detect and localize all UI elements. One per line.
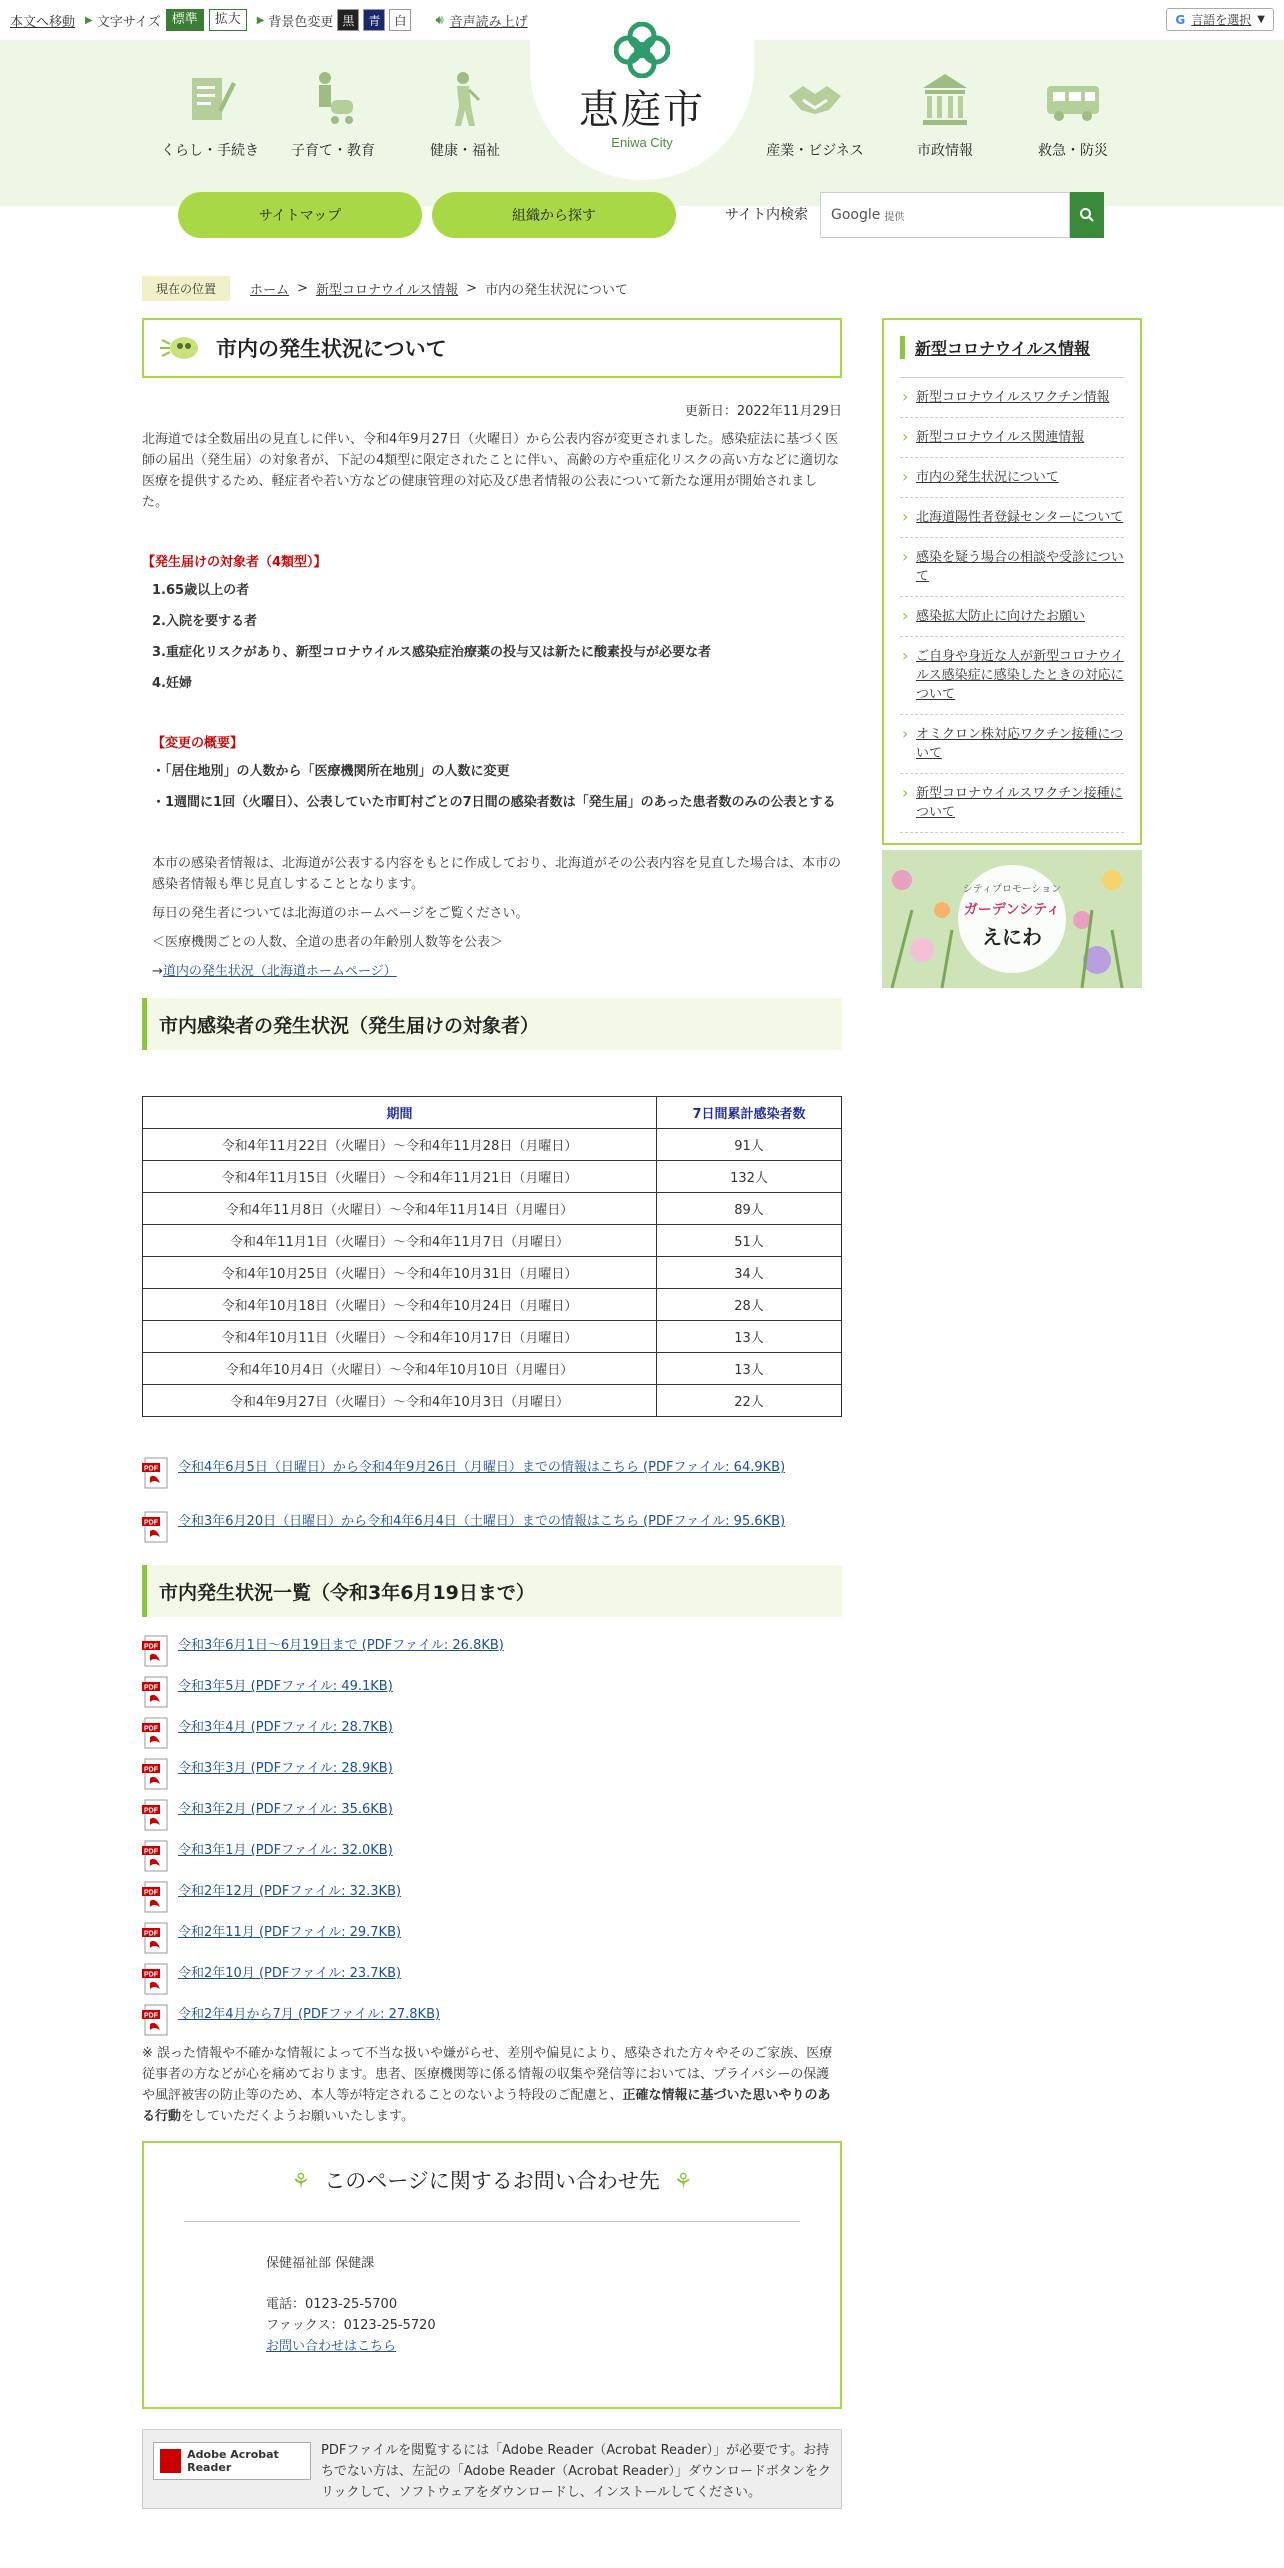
voice-reader-link[interactable]: 音声読み上げ	[449, 14, 528, 30]
info-text: 毎日の発生者については北海道のホームページをご覧ください。	[152, 906, 529, 921]
pdf-icon	[142, 1922, 170, 1954]
count-cell: 132人	[657, 1161, 842, 1193]
nav-item-city-info[interactable]	[880, 70, 1010, 160]
handshake-icon	[785, 70, 845, 130]
pdf-link[interactable]: 令和3年1月 (PDFファイル: 32.0KB)	[178, 1843, 393, 1858]
pdf-link-item	[142, 1511, 842, 1543]
pdf-link[interactable]: 令和3年6月20日（日曜日）から令和4年6月4日（土曜日）までの情報はこちら (PDFファイル: 95.6KB)	[178, 1514, 786, 1529]
hokkaido-link[interactable]: 道内の発生状況（北海道ホームページ）	[162, 964, 397, 979]
target-item: 4.妊婦	[152, 676, 192, 691]
pdf-icon	[142, 1676, 170, 1708]
language-select-label: 言語を選択	[1191, 13, 1252, 27]
org-search-button[interactable]: 組織から探す	[432, 192, 676, 238]
svg-text:PDF: PDF	[144, 1930, 158, 1938]
pdf-link-item	[142, 1963, 842, 1995]
sidebar-item-link[interactable]: 市内の発生状況について	[916, 470, 1059, 485]
svg-text:PDF: PDF	[144, 1848, 158, 1856]
nav-label: 市政情報	[917, 143, 973, 159]
triangle-icon: ▶	[85, 14, 93, 26]
triangle-icon: ▶	[256, 14, 265, 26]
bg-white-button[interactable]: 白	[389, 9, 411, 31]
page-title	[142, 318, 842, 378]
table-row	[143, 1225, 842, 1257]
city-hall-icon	[915, 70, 975, 130]
sidebar-item[interactable]	[900, 458, 1124, 498]
pdf-icon	[142, 1457, 170, 1489]
banner-text	[882, 880, 1142, 950]
nav-item-emergency[interactable]	[1008, 70, 1138, 160]
target-item: 3.重症化リスクがあり、新型コロナウイルス感染症治療薬の投与又は新たに酸素投与が必要な者	[152, 645, 711, 660]
main-content	[142, 318, 842, 2509]
sidebar-item[interactable]	[900, 498, 1124, 538]
ambulance-icon	[1043, 70, 1103, 130]
chevron-down-icon: ▼	[1257, 14, 1265, 25]
target-item: 1.65歳以上の者	[152, 583, 250, 598]
pdf-link-item	[142, 1881, 842, 1913]
breadcrumb-current-label: 現在の位置	[142, 276, 230, 301]
count-cell: 91人	[657, 1129, 842, 1161]
change-item: ・「居住地別」の人数から「医療機関所在地別」の人数に変更	[152, 764, 510, 779]
period-cell: 令和4年11月1日（火曜日）～令和4年11月7日（月曜日）	[143, 1225, 657, 1257]
city-emblem-icon	[614, 22, 670, 78]
page-title-text: 市内の発生状況について	[216, 337, 447, 361]
info-text: 本市の感染者情報は、北海道が公表する内容をもとに作成しており、北海道がその公表内容を見直した場合は、本市の感染者情報も準じ見直しすることとなります。	[152, 856, 842, 892]
nav-label: くらし・手続き	[161, 143, 259, 159]
banner-sub: えにわ	[982, 925, 1042, 949]
logo-subtitle: Eniwa City	[611, 135, 673, 150]
breadcrumb-home[interactable]: ホーム	[250, 283, 290, 298]
contact-tel: 電話：0123-25-5700	[266, 2297, 398, 2312]
site-header	[0, 40, 1284, 224]
svg-text:PDF: PDF	[144, 1725, 158, 1733]
pdf-icon	[142, 1799, 170, 1831]
table-row	[143, 1353, 842, 1385]
bg-color-label: 背景色変更	[268, 14, 334, 30]
sidebar-item-link[interactable]: 新型コロナウイルス関連情報	[916, 430, 1085, 445]
pdf-link[interactable]: 令和3年2月 (PDFファイル: 35.6KB)	[178, 1802, 393, 1817]
nav-item-health[interactable]	[400, 70, 530, 160]
infection-table	[142, 1096, 842, 1417]
table-row	[143, 1193, 842, 1225]
bg-black-button[interactable]: 黒	[337, 9, 359, 31]
count-cell: 51人	[657, 1225, 842, 1257]
site-search-label: サイト内検索	[725, 207, 809, 223]
pdf-icon	[142, 1840, 170, 1872]
section-heading: 市内発生状況一覧（令和3年6月19日まで）	[142, 1565, 842, 1617]
note-emphasis: 正確な情報に基づいた思いやりのある行動	[142, 2088, 831, 2124]
count-cell: 13人	[657, 1321, 842, 1353]
pdf-link-item	[142, 1922, 842, 1954]
period-cell: 令和4年10月4日（火曜日）～令和4年10月10日（月曜日）	[143, 1353, 657, 1385]
sidebar-item-link[interactable]: 新型コロナウイルスワクチン情報	[916, 390, 1110, 405]
table-row	[143, 1289, 842, 1321]
svg-text:PDF: PDF	[144, 1684, 158, 1692]
contact-link[interactable]: お問い合わせはこちら	[266, 2339, 397, 2354]
voice-reader[interactable]	[435, 11, 527, 30]
sidebar-title-link[interactable]: 新型コロナウイルス情報	[915, 339, 1091, 358]
svg-text:PDF: PDF	[144, 1807, 158, 1815]
sidebar-item-link[interactable]: 新型コロナウイルスワクチン接種について	[916, 786, 1123, 820]
font-size-label: 文字サイズ	[96, 14, 161, 30]
pdf-link[interactable]: 令和3年6月1日～6月19日まで (PDFファイル: 26.8KB)	[178, 1638, 504, 1653]
table-row	[143, 1129, 842, 1161]
contact-title	[144, 2165, 840, 2195]
pdf-icon	[142, 1511, 170, 1543]
logo-title: 恵庭市	[579, 87, 705, 133]
walking-person-icon	[435, 70, 495, 130]
target-heading: 【発生届けの対象者（4類型）】	[142, 555, 327, 570]
period-cell: 令和4年9月27日（火曜日）～令和4年10月3日（月曜日）	[143, 1385, 657, 1417]
period-cell: 令和4年10月18日（火曜日）～令和4年10月24日（月曜日）	[143, 1289, 657, 1321]
change-heading: 【変更の概要】	[152, 736, 244, 751]
period-cell: 令和4年10月25日（火曜日）～令和4年10月31日（月曜日）	[143, 1257, 657, 1289]
divider	[184, 2221, 800, 2222]
search-icon	[1079, 207, 1095, 223]
sitemap-button[interactable]: サイトマップ	[178, 192, 422, 238]
table-row	[143, 1161, 842, 1193]
pdf-icon	[142, 1717, 170, 1749]
svg-text:PDF: PDF	[144, 2012, 158, 2020]
hokkaido-link-line	[142, 961, 842, 982]
sidebar-title	[900, 336, 1124, 359]
sidebar-item[interactable]	[900, 378, 1124, 418]
breadcrumb	[142, 276, 628, 301]
site-search-input[interactable]	[820, 192, 1070, 238]
arrow-text: →	[152, 964, 163, 979]
sidebar-item[interactable]	[900, 774, 1124, 833]
pdf-link-item	[142, 1635, 842, 1667]
period-cell: 令和4年11月8日（火曜日）～令和4年11月14日（月曜日）	[143, 1193, 657, 1225]
sprout-icon: ⚘	[291, 2169, 311, 2193]
sidebar-item[interactable]	[900, 715, 1124, 774]
pdf-icon	[142, 1635, 170, 1667]
pdf-icon	[142, 1758, 170, 1790]
sidebar	[882, 318, 1142, 845]
skip-to-content-link[interactable]: 本文へ移動	[10, 14, 76, 30]
nav-label: 救急・防災	[1038, 143, 1108, 159]
pdf-icon	[142, 1881, 170, 1913]
pdf-list-recent	[142, 1457, 842, 1543]
count-cell: 13人	[657, 1353, 842, 1385]
pdf-icon	[142, 2004, 170, 2036]
table-header: 期間	[143, 1097, 657, 1129]
breadcrumb-current: 市内の発生状況について	[485, 283, 628, 298]
nav-item-business[interactable]	[750, 70, 880, 160]
contact-dept: 保健福祉部 保健課	[266, 2256, 375, 2271]
section-heading: 市内感染者の発生状況（発生届けの対象者）	[142, 998, 842, 1050]
google-label: Google	[831, 207, 881, 223]
site-logo[interactable]	[530, 0, 754, 180]
adobe-text: PDFファイルを閲覧するには「Adobe Reader（Acrobat Reader）」が必要です。お持ちでない方は、左記の「Adobe Reader（Acrobat Reader）」ダウンロードボタンをクリックして、ソフトウェアをダウンロードし、インストールしてください。	[321, 2443, 831, 2500]
svg-text:PDF: PDF	[144, 1971, 158, 1979]
contact-body	[266, 2253, 436, 2357]
contact-title-text: このページに関するお問い合わせ先	[324, 2169, 660, 2193]
pdf-link-item	[142, 1840, 842, 1872]
adobe-reader-box	[142, 2429, 842, 2509]
sidebar-item[interactable]	[900, 637, 1124, 715]
banner-small: シティプロモーション	[962, 884, 1062, 895]
svg-text:PDF: PDF	[144, 1889, 158, 1897]
banner-title: ガーデンシティ	[963, 902, 1061, 918]
note-text: をしていただくようお願いいたします。	[181, 2109, 414, 2124]
bg-blue-button[interactable]: 青	[363, 9, 385, 31]
note-text: ※ 誤った情報や不確かな情報によって不当な扱いや嫌がらせ、差別や偏見により、感染された方々やそのご家族、医療従事者の方などが心を痛めております。患者、医療機関等に係る情報の収集や発信等においては、プライバシーの保護や風評被害の防止等のため、本人等が特定されることのないよう特段のご配慮と、	[142, 2046, 833, 2103]
nav-label: 産業・ビジネス	[766, 143, 864, 159]
nav-label: 健康・福祉	[430, 143, 500, 159]
period-cell: 令和4年11月22日（火曜日）～令和4年11月28日（月曜日）	[143, 1129, 657, 1161]
privacy-note	[142, 2043, 842, 2127]
period-cell: 令和4年10月11日（火曜日）～令和4年10月17日（月曜日）	[143, 1321, 657, 1353]
pdf-link-item	[142, 2004, 842, 2036]
pdf-link[interactable]: 令和4年6月5日（日曜日）から令和4年9月26日（月曜日）までの情報はこちら (PDFファイル: 64.9KB)	[178, 1460, 786, 1475]
pdf-link[interactable]: 令和3年4月 (PDFファイル: 28.7KB)	[178, 1720, 393, 1735]
sidebar-item-link[interactable]: 感染を疑う場合の相談や受診について	[916, 550, 1124, 584]
virus-icon	[158, 332, 204, 364]
font-size-standard-button[interactable]: 標準	[166, 9, 204, 31]
table-row	[143, 1321, 842, 1353]
table-header-row	[143, 1097, 842, 1129]
sidebar-item[interactable]	[900, 418, 1124, 458]
svg-text:PDF: PDF	[144, 1643, 158, 1651]
nav-item-childcare[interactable]	[268, 70, 398, 160]
google-icon: G	[1175, 12, 1186, 27]
pdf-icon	[142, 1963, 170, 1995]
sidebar-item-link[interactable]: 北海道陽性者登録センターについて	[916, 510, 1124, 525]
nav-item-living[interactable]	[145, 70, 275, 160]
pdf-link[interactable]: 令和3年3月 (PDFファイル: 28.9KB)	[178, 1761, 393, 1776]
intro-text: 北海道では全数届出の見直しに伴い、令和4年9月27日（火曜日）から公表内容が変更されました。感染症法に基づく医師の届出（発生届）の対象者が、下記の4類型に限定されたことに伴い、高齢の方や重症化リスクの高い方などに適切な医療を提供するため、軽症者や若い方などの健康管理の対応及び患者情報の公表について新たな運用が開始されました。	[142, 432, 840, 510]
table-row	[143, 1385, 842, 1417]
count-cell: 34人	[657, 1257, 842, 1289]
pdf-link[interactable]: 令和2年11月 (PDFファイル: 29.7KB)	[178, 1925, 402, 1940]
contact-box	[142, 2141, 842, 2409]
svg-text:PDF: PDF	[144, 1766, 158, 1774]
contact-fax: ファックス：0123-25-5720	[266, 2318, 436, 2333]
adobe-badge-label: Adobe Acrobat Reader	[187, 2448, 279, 2474]
language-select[interactable]	[1166, 8, 1274, 31]
count-cell: 28人	[657, 1289, 842, 1321]
adobe-icon	[160, 2449, 181, 2473]
pdf-list-archive	[142, 1635, 842, 2036]
sidebar-item[interactable]	[900, 597, 1124, 637]
breadcrumb-separator: >	[297, 281, 308, 296]
change-item: ・1週間に1回（火曜日）、公表していた市町村ごとの7日間の感染者数は「発生届」のあった患者数のみの公表とする	[152, 795, 836, 810]
sidebar-item-link[interactable]: ご自身や身近な人が新型コロナウイルス感染症に感染したときの対応について	[916, 649, 1124, 702]
speaker-icon: 🔊︎	[435, 12, 444, 28]
target-list	[142, 580, 842, 694]
sidebar-item[interactable]	[900, 538, 1124, 597]
target-item: 2.入院を要する者	[152, 614, 257, 629]
pdf-link-item	[142, 1799, 842, 1831]
sprout-icon: ⚘	[673, 2169, 693, 2193]
change-list	[142, 761, 842, 813]
count-cell: 89人	[657, 1193, 842, 1225]
sidebar-list	[900, 377, 1124, 833]
garden-city-banner[interactable]	[882, 850, 1142, 988]
sidebar-item-link[interactable]: オミクロン株対応ワクチン接種について	[916, 727, 1124, 761]
table-row	[143, 1257, 842, 1289]
provided-label: 提供	[884, 211, 905, 223]
count-cell: 22人	[657, 1385, 842, 1417]
table-header: 7日間累計感染者数	[657, 1097, 842, 1129]
background-color-control	[257, 9, 412, 31]
pdf-link-item	[142, 1758, 842, 1790]
adobe-download-button[interactable]	[153, 2442, 311, 2480]
pdf-link-item	[142, 1717, 842, 1749]
period-cell: 令和4年11月15日（火曜日）～令和4年11月21日（月曜日）	[143, 1161, 657, 1193]
breadcrumb-corona[interactable]: 新型コロナウイルス情報	[315, 283, 459, 298]
svg-text:PDF: PDF	[144, 1465, 158, 1473]
search-button[interactable]	[1070, 192, 1104, 238]
pdf-link[interactable]: 令和3年5月 (PDFファイル: 49.1KB)	[178, 1679, 393, 1694]
sidebar-item-link[interactable]: 感染拡大防止に向けたお願い	[916, 609, 1086, 624]
document-pen-icon	[180, 70, 240, 130]
pdf-link-item	[142, 1457, 842, 1489]
breadcrumb-separator: >	[466, 281, 478, 296]
pdf-link[interactable]: 令和2年12月 (PDFファイル: 32.3KB)	[178, 1884, 402, 1899]
font-size-control	[85, 9, 247, 31]
pdf-link-item	[142, 1676, 842, 1708]
pdf-link[interactable]: 令和2年4月から7月 (PDFファイル: 27.8KB)	[178, 2007, 441, 2022]
info-text: ＜医療機関ごとの人数、全道の患者の年齢別人数等を公表＞	[152, 935, 504, 950]
nav-label: 子育て・教育	[291, 143, 375, 159]
pdf-link[interactable]: 令和2年10月 (PDFファイル: 23.7KB)	[178, 1966, 402, 1981]
stroller-icon	[303, 70, 363, 130]
font-size-large-button[interactable]: 拡大	[209, 9, 247, 31]
updated-date: 更新日：2022年11月29日	[684, 404, 842, 419]
svg-text:PDF: PDF	[144, 1519, 158, 1527]
